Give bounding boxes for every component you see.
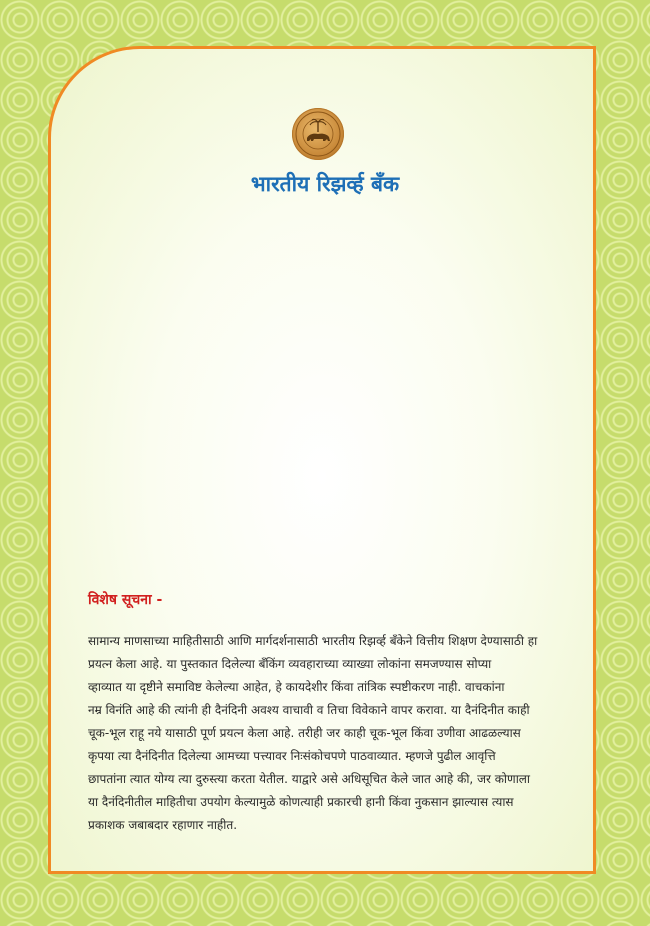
notice-line: छापतांना त्यात योग्य त्या दुरुस्त्या करता येतील. याद्वारे असे अधिसूचित केले जात आहे की, जर कोणाला [88, 772, 531, 786]
notice-line: चूक-भूल राहू नये यासाठी पूर्ण प्रयत्न केला आहे. तरीही जर काही चूक-भूल किंवा उणीवा आढळल्यास [88, 726, 521, 740]
rbi-seal-icon [292, 108, 344, 160]
notice-line: या दैनंदिनीतील माहितीचा उपयोग केल्यामुळे कोणत्याही प्रकारची हानी किंवा नुकसान झाल्यास त्यास [88, 795, 514, 809]
notice-heading: विशेष सूचना - [88, 592, 163, 608]
notice-line: प्रयत्न केला आहे. या पुस्तकात दिलेल्या बँकिंग व्यवहाराच्या व्याख्या लोकांना समजण्यास सोप्या [88, 657, 492, 671]
notice-paragraph [88, 630, 564, 837]
notice-line: व्हाव्यात या दृष्टीने समाविष्ट केलेल्या आहेत, हे कायदेशीर किंवा तांत्रिक स्पष्टीकरण नाही. वाचकांना [88, 680, 505, 694]
notice-line: कृपया त्या दैनंदिनीत दिलेल्या आमच्या पत्त्यावर निःसंकोचपणे पाठवाव्यात. म्हणजे पुढील आवृत्ति [88, 749, 496, 763]
notice-line: प्रकाशक जबाबदार रहाणार नाहीत. [88, 818, 238, 832]
notice-line: सामान्य माणसाच्या माहितीसाठी आणि मार्गदर्शनासाठी भारतीय रिझर्व्ह बँकेने वित्तीय शिक्षण देण्यासाठी हा [88, 634, 538, 648]
notice-line: नम्र विनंति आहे की त्यांनी ही दैनंदिनी अवश्य वाचावी व तिचा विवेकाने वापर करावा. या दैनंदिनीत काही [88, 703, 530, 717]
page-title: भारतीय रिझर्व्ह बँक [250, 172, 400, 196]
